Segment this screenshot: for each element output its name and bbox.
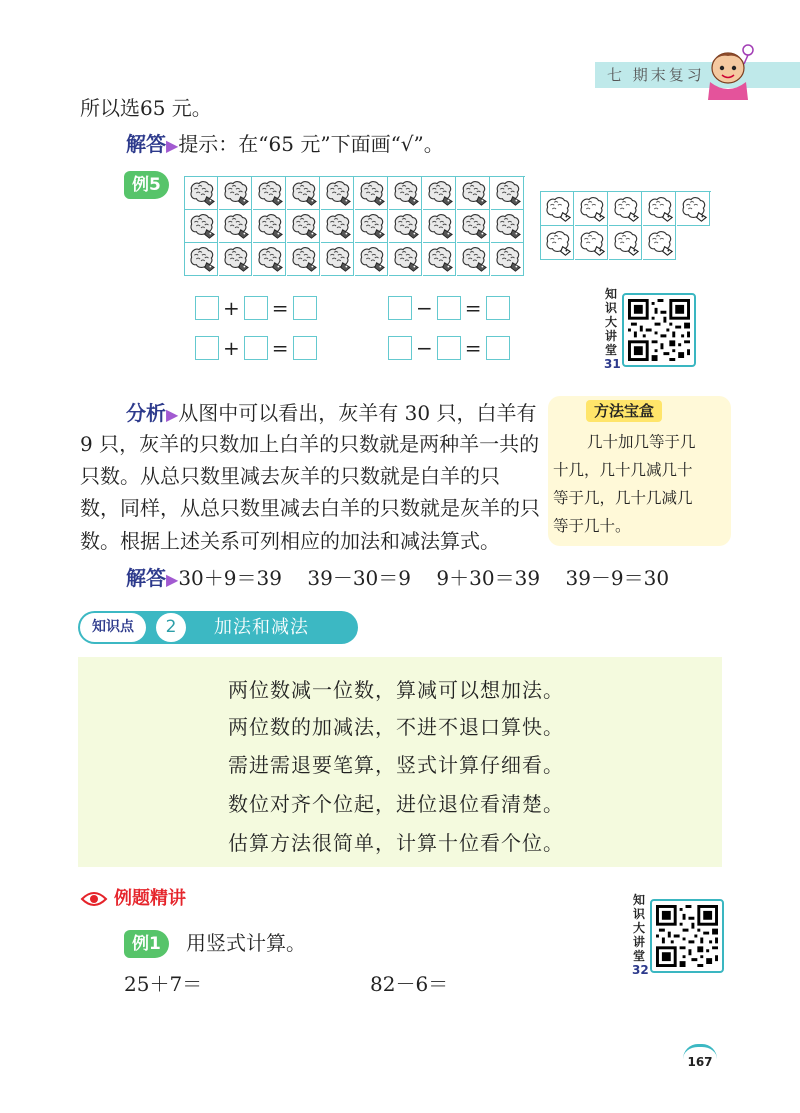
rhyme-line: 两位数的加减法，不进不退口算快。 bbox=[228, 715, 564, 739]
minus-sign: − bbox=[416, 336, 433, 360]
white-sheep-icon bbox=[541, 192, 574, 226]
answer-label: 解答 bbox=[126, 132, 166, 156]
problem-2: 82－6＝ bbox=[370, 972, 449, 996]
gray-sheep-icon bbox=[253, 243, 286, 276]
analysis-line-2: 9 只，灰羊的只数加上白羊的只数就是两种羊一共的 bbox=[80, 432, 540, 456]
answer-box[interactable] bbox=[195, 336, 219, 360]
qr-label: 知识大讲堂 bbox=[632, 893, 645, 963]
analysis-text: 从图中可以看出，灰羊有 30 只，白羊有 bbox=[178, 401, 537, 425]
answer-box[interactable] bbox=[486, 336, 510, 360]
page-number: 167 bbox=[683, 1044, 717, 1077]
gray-sheep-icon bbox=[253, 177, 286, 210]
gray-sheep-icon bbox=[321, 243, 354, 276]
triangle-icon: ▶ bbox=[166, 136, 179, 155]
answer-box[interactable] bbox=[293, 336, 317, 360]
answer-2 bbox=[126, 564, 669, 594]
method-box-text bbox=[553, 428, 731, 540]
answer-label: 解答 bbox=[126, 566, 166, 590]
gray-sheep-icon bbox=[321, 210, 354, 243]
analysis-label: 分析 bbox=[126, 401, 166, 425]
white-sheep-icon bbox=[575, 192, 608, 226]
answer-box[interactable] bbox=[437, 296, 461, 320]
example-1-badge: 例1 bbox=[124, 930, 169, 958]
rhyme-line: 数位对齐个位起，进位退位看清楚。 bbox=[228, 792, 564, 816]
white-sheep-icon bbox=[677, 192, 710, 226]
knowledge-point-title: 加法和减法 bbox=[214, 617, 309, 638]
rhyme-line: 两位数减一位数，算减可以想加法。 bbox=[228, 678, 564, 702]
analysis-line-1 bbox=[126, 399, 536, 429]
gray-sheep-icon bbox=[321, 177, 354, 210]
white-sheep-icon bbox=[643, 226, 676, 260]
analysis-line-4: 数，同样，从总只数里减去白羊的只数就是灰羊的只 bbox=[80, 496, 540, 520]
gray-sheep-icon bbox=[355, 210, 388, 243]
plus-sign: + bbox=[223, 336, 240, 360]
gray-sheep-icon bbox=[457, 243, 490, 276]
intro-line: 所以选65 元。 bbox=[80, 96, 212, 120]
answer-box[interactable] bbox=[244, 296, 268, 320]
triangle-icon: ▶ bbox=[166, 405, 179, 424]
gray-sheep-icon bbox=[491, 243, 524, 276]
gray-sheep-icon bbox=[219, 210, 252, 243]
gray-sheep-icon bbox=[423, 210, 456, 243]
equals-sign: = bbox=[271, 296, 289, 320]
gray-sheep-grid bbox=[184, 176, 525, 276]
example-1-text: 用竖式计算。 bbox=[186, 931, 306, 955]
chapter-title: 七 期末复习 bbox=[607, 66, 705, 84]
analysis-line-3: 只数。从总只数里减去灰羊的只数就是白羊的只 bbox=[80, 464, 500, 488]
gray-sheep-icon bbox=[423, 177, 456, 210]
white-sheep-icon bbox=[609, 226, 642, 260]
gray-sheep-icon bbox=[423, 243, 456, 276]
plus-sign: + bbox=[223, 296, 240, 320]
method-line: 十几，几十几减几十 bbox=[553, 461, 693, 479]
method-box-title: 方法宝盒 bbox=[586, 400, 662, 422]
white-sheep-icon bbox=[541, 226, 574, 260]
answer-box[interactable] bbox=[244, 336, 268, 360]
gray-sheep-icon bbox=[287, 177, 320, 210]
qr-code-icon bbox=[650, 899, 724, 973]
equals-sign: = bbox=[271, 336, 289, 360]
eye-icon bbox=[80, 889, 108, 909]
gray-sheep-icon bbox=[457, 210, 490, 243]
knowledge-point-number: 2 bbox=[156, 613, 186, 642]
gray-sheep-icon bbox=[219, 243, 252, 276]
qr-number: 32 bbox=[632, 963, 649, 977]
problem-1: 25＋7＝ bbox=[124, 972, 203, 996]
white-sheep-grid bbox=[540, 191, 711, 260]
section-title: 例题精讲 bbox=[114, 888, 186, 909]
gray-sheep-icon bbox=[185, 243, 218, 276]
gray-sheep-icon bbox=[355, 177, 388, 210]
gray-sheep-icon bbox=[355, 243, 388, 276]
answer-text: 30＋9＝39 39－30＝9 9＋30＝39 39－9＝30 bbox=[178, 566, 670, 590]
white-sheep-icon bbox=[575, 226, 608, 260]
equals-sign: = bbox=[464, 336, 482, 360]
gray-sheep-icon bbox=[219, 177, 252, 210]
gray-sheep-icon bbox=[389, 243, 422, 276]
rhyme-line: 需进需退要笔算，竖式计算仔细看。 bbox=[228, 753, 564, 777]
gray-sheep-icon bbox=[253, 210, 286, 243]
answer-box[interactable] bbox=[486, 296, 510, 320]
answer-box[interactable] bbox=[437, 336, 461, 360]
answer-box[interactable] bbox=[195, 296, 219, 320]
gray-sheep-icon bbox=[185, 177, 218, 210]
answer-box[interactable] bbox=[293, 296, 317, 320]
minus-sign: − bbox=[416, 296, 433, 320]
gray-sheep-icon bbox=[287, 210, 320, 243]
equation-add-1 bbox=[195, 296, 317, 320]
rhyme-line: 估算方法很简单，计算十位看个位。 bbox=[228, 831, 564, 855]
answer-box[interactable] bbox=[388, 336, 412, 360]
gray-sheep-icon bbox=[287, 243, 320, 276]
gray-sheep-icon bbox=[491, 177, 524, 210]
gray-sheep-icon bbox=[389, 177, 422, 210]
method-line: 等于几十。 bbox=[553, 517, 631, 535]
equals-sign: = bbox=[464, 296, 482, 320]
equation-add-2 bbox=[195, 336, 317, 360]
white-sheep-icon bbox=[643, 192, 676, 226]
method-line: 几十加几等于几 bbox=[587, 433, 696, 451]
answer-box[interactable] bbox=[388, 296, 412, 320]
mascot-icon bbox=[700, 42, 758, 102]
triangle-icon: ▶ bbox=[166, 570, 179, 589]
gray-sheep-icon bbox=[185, 210, 218, 243]
gray-sheep-icon bbox=[491, 210, 524, 243]
equation-sub-1 bbox=[388, 296, 510, 320]
qr-code-icon bbox=[622, 293, 696, 367]
answer-text: 提示：在“65 元”下面画“√”。 bbox=[178, 132, 444, 156]
gray-sheep-icon bbox=[389, 210, 422, 243]
gray-sheep-icon bbox=[457, 177, 490, 210]
qr-label: 知识大讲堂 bbox=[604, 287, 617, 357]
analysis-line-5: 数。根据上述关系可列相应的加法和减法算式。 bbox=[80, 529, 500, 553]
method-line: 等于几，几十几减几 bbox=[553, 489, 693, 507]
qr-number: 31 bbox=[604, 357, 621, 371]
white-sheep-icon bbox=[609, 192, 642, 226]
example-5-badge: 例5 bbox=[124, 171, 169, 199]
knowledge-point-tag: 知识点 bbox=[80, 613, 146, 642]
answer-1 bbox=[126, 130, 444, 160]
equation-sub-2 bbox=[388, 336, 510, 360]
